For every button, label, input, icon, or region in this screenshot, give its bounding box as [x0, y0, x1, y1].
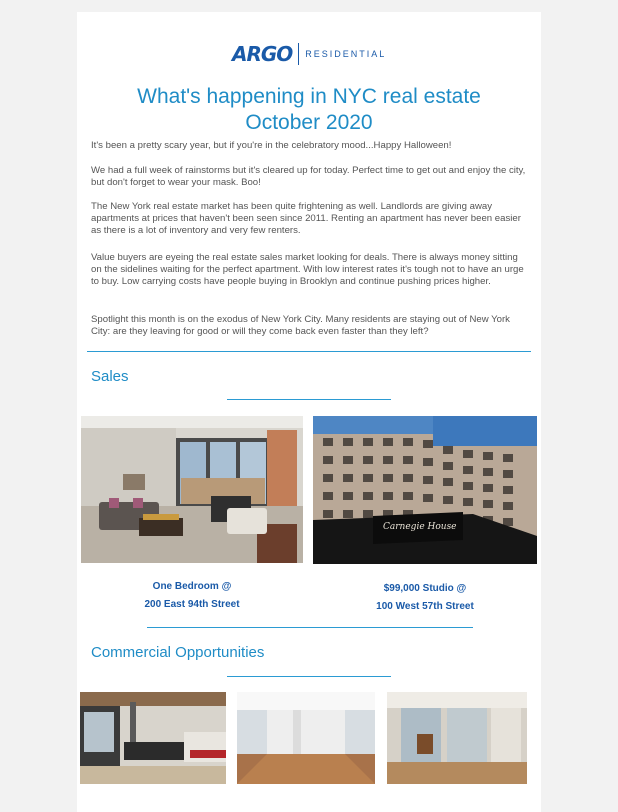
- intro-paragraph: Value buyers are eyeing the real estate sales market looking for deals. There is always money sitting on the sidelines waiting for the perfect apartment. With low interest rates it's tough not to have an urge to buy. Low carrying costs have people buying in Brooklyn and continue pushing prices higher.: [91, 252, 524, 288]
- listing-photo-studio[interactable]: [313, 416, 537, 564]
- living-room-image: [81, 416, 303, 563]
- section-divider: [87, 351, 531, 352]
- logo-wordmark: RESIDENTIAL: [305, 49, 387, 59]
- logo-divider: [298, 43, 299, 65]
- heading-underline: [227, 399, 391, 400]
- listing-photo-one-bedroom[interactable]: [81, 416, 303, 563]
- listing-type: One Bedroom @: [152, 581, 232, 592]
- logo-mark: ARGO: [232, 42, 293, 66]
- commercial-photo[interactable]: [237, 692, 375, 784]
- sales-heading: Sales: [91, 368, 129, 385]
- commercial-photo[interactable]: [387, 692, 527, 784]
- awning-text: Carnegie House: [383, 522, 457, 532]
- open-office-image: [237, 692, 375, 784]
- commercial-heading: Commercial Opportunities: [91, 644, 265, 661]
- commercial-photo[interactable]: [80, 692, 226, 784]
- listing-caption[interactable]: [81, 578, 303, 614]
- heading-underline: [227, 676, 391, 677]
- newsletter-date: October 2020: [245, 111, 373, 134]
- newsletter-title: What's happening in NYC real estate: [137, 85, 481, 108]
- intro-paragraph: It's been a pretty scary year, but if you're in the celebratory mood...Happy Halloween!: [91, 140, 452, 151]
- intro-paragraph: Spotlight this month is on the exodus of New York City. Many residents are staying out of New York City: are they leaving for good or will they come back even faster than they left?: [91, 314, 510, 338]
- section-divider: [147, 627, 473, 628]
- listing-type: $99,000 Studio @: [383, 583, 467, 594]
- loft-kitchen-image: [80, 692, 226, 784]
- glass-office-image: [387, 692, 527, 784]
- listing-address: 100 West 57th Street: [376, 601, 474, 612]
- intro-paragraph: The New York real estate market has been quite frightening as well. Landlords are giving away apartments at prices that haven't been seen since 2011. Renting an apartment has never been easier as there is a lot of inventory and very few renters.: [91, 201, 521, 237]
- argo-logo[interactable]: [232, 42, 386, 66]
- listing-caption[interactable]: [313, 580, 537, 616]
- email-card: [77, 12, 541, 812]
- listing-address: 200 East 94th Street: [144, 599, 240, 610]
- building-facade-image: [313, 416, 537, 564]
- intro-paragraph: We had a full week of rainstorms but it's cleared up for today. Perfect time to get out and enjoy the city, but don't forget to wear your mask. Boo!: [91, 165, 526, 189]
